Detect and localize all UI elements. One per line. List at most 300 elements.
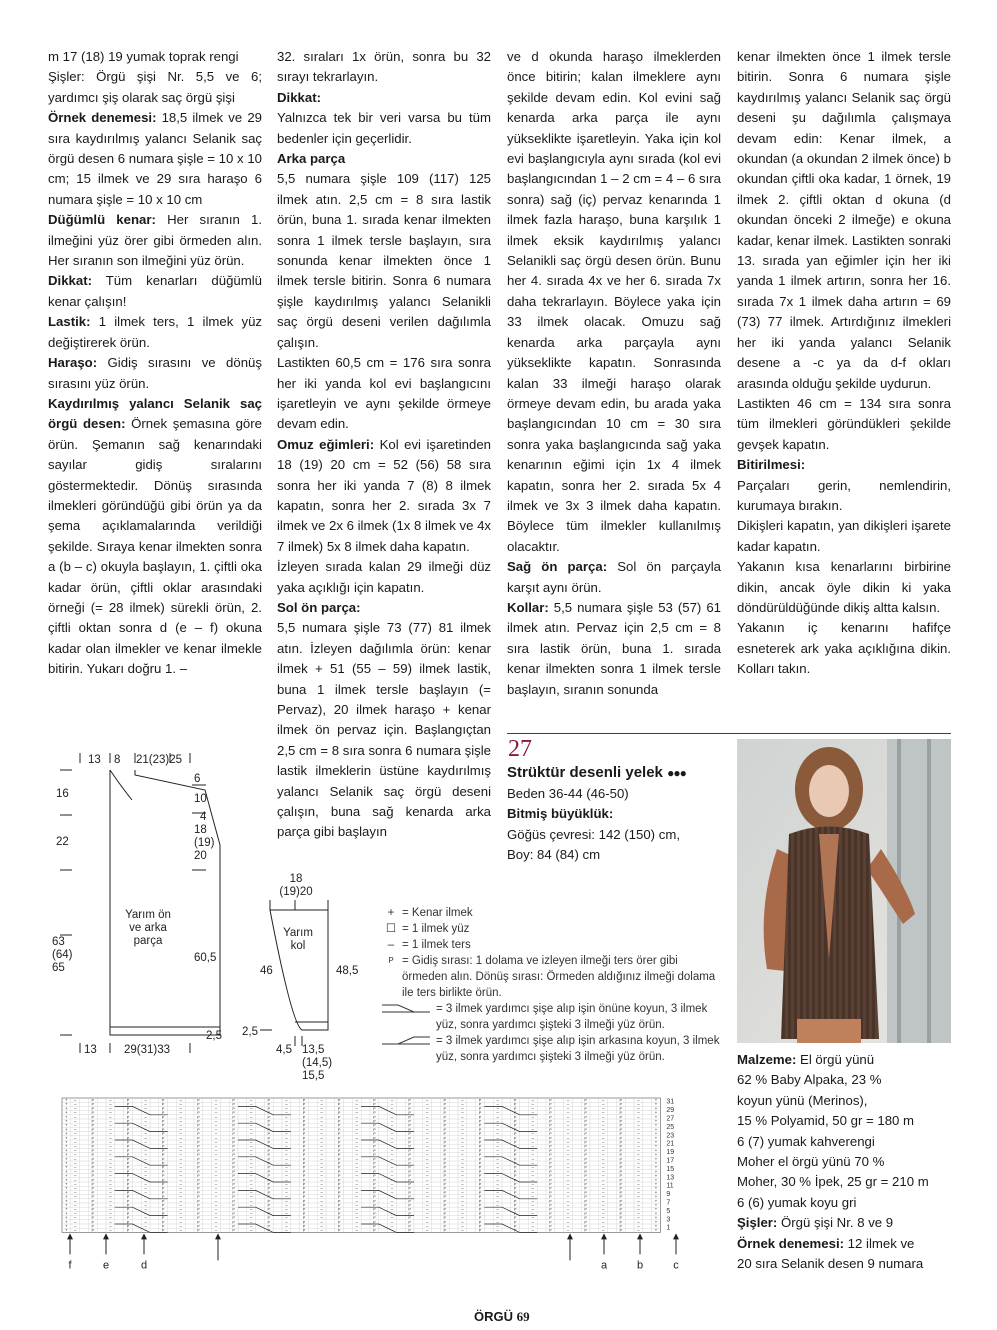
chart-cell-symbol: P xyxy=(161,1136,165,1141)
chart-cell-symbol: + xyxy=(654,1143,658,1149)
chart-cell-symbol: P xyxy=(408,1123,411,1128)
chart-cell-symbol: P xyxy=(337,1127,341,1132)
dim-right-18: 18 xyxy=(194,824,207,836)
col2-paragraph xyxy=(277,618,491,842)
chart-cell-symbol: – xyxy=(566,1152,570,1158)
chart-cell-symbol: – xyxy=(179,1210,183,1216)
legend-symbol-icon: ☐ xyxy=(385,923,397,935)
chart-cell-symbol: P xyxy=(232,1161,235,1166)
chart-cell-symbol: P xyxy=(197,1195,200,1200)
chart-cell-symbol: P xyxy=(126,1157,130,1162)
chart-cell-symbol: – xyxy=(214,1101,218,1107)
row-number: 17 xyxy=(666,1157,675,1165)
chart-cell-symbol: – xyxy=(461,1189,464,1195)
arrow-label: b xyxy=(636,1259,644,1272)
chart-cell-symbol: – xyxy=(355,1139,359,1145)
chart-cell-symbol: – xyxy=(390,1143,394,1149)
chart-cell-symbol: – xyxy=(461,1101,464,1107)
chart-cell-symbol: – xyxy=(320,1110,323,1116)
chart-cell-symbol: P xyxy=(126,1111,130,1116)
chart-cell-symbol: + xyxy=(65,1168,68,1174)
chart-cell-symbol: – xyxy=(109,1215,112,1221)
part-label: Yarım xyxy=(283,927,313,939)
chart-cell-symbol: – xyxy=(601,1122,605,1128)
chart-cell-symbol: P xyxy=(267,1119,271,1124)
chart-cell-symbol: P xyxy=(549,1224,552,1229)
dim-right-6: 6 xyxy=(194,773,201,785)
chart-cell-symbol: P xyxy=(197,1165,200,1170)
project-title xyxy=(507,764,686,781)
chart-cell-symbol: – xyxy=(496,1131,499,1137)
arrow-label: a xyxy=(600,1259,608,1272)
dim-top-21: 21(23)25 xyxy=(136,754,183,766)
chart-cell-symbol: – xyxy=(390,1189,394,1195)
chart-cell-symbol: P xyxy=(443,1115,447,1120)
paragraph-text: Lastikten 46 cm = 134 sıra sonra tüm ilmekleri göründükleri şekilde gevşek kapatın. xyxy=(737,395,951,452)
chart-cell-symbol: – xyxy=(73,1227,77,1233)
paragraph-text: 5,5 numara şişle 53 (57) 61 ilmek atın. Pervaz için 2,5 cm = 8 sıra lastik örün, buna 1. sırada kenar ilmekten sonra 1 ilmek tersle başlayın, sıranın sonunda xyxy=(507,599,721,697)
legend-text: = 3 ilmek yardımcı şişe alıp işin önüne koyun, 3 ilmek yüz, sonra yardımcı şişteki 3 ilmeği yüz örün. xyxy=(436,1003,708,1031)
chart-cell-symbol: P xyxy=(161,1127,165,1132)
chart-cell-symbol: – xyxy=(637,1185,640,1191)
col2-paragraph xyxy=(277,598,491,618)
chart-cell-symbol: – xyxy=(109,1227,112,1233)
part-label: parça xyxy=(133,935,163,947)
chart-cell-symbol: P xyxy=(197,1207,200,1212)
chart-cell-symbol: P xyxy=(126,1119,130,1124)
chart-cell-symbol: – xyxy=(214,1131,218,1137)
chart-cell-symbol: – xyxy=(531,1105,535,1111)
chart-cell-symbol: – xyxy=(566,1177,570,1183)
chart-cell-symbol: – xyxy=(73,1122,77,1128)
chart-cell-symbol: P xyxy=(478,1127,482,1132)
chart-cell-symbol: – xyxy=(461,1126,464,1132)
chart-cell-symbol: P xyxy=(373,1203,376,1208)
paragraph-text: El örgü yünü xyxy=(796,1052,875,1067)
chart-cell-symbol: + xyxy=(654,1202,658,1208)
chart-cell-symbol: – xyxy=(109,1206,112,1212)
chart-cell-symbol: P xyxy=(337,1207,341,1212)
chart-cell-symbol: – xyxy=(390,1122,394,1128)
chart-cell-symbol: P xyxy=(619,1123,623,1128)
chart-cell-symbol: – xyxy=(73,1215,77,1221)
chart-cell-symbol: P xyxy=(584,1144,587,1149)
chart-cell-symbol: P xyxy=(584,1106,587,1111)
chart-cell-symbol: P xyxy=(584,1207,587,1212)
chart-cell-symbol: P xyxy=(373,1119,376,1124)
chart-cell-symbol: P xyxy=(619,1144,623,1149)
chart-cell-symbol: P xyxy=(584,1132,587,1137)
chart-cell-symbol: – xyxy=(285,1164,288,1170)
chart-cell-symbol: P xyxy=(584,1115,587,1120)
chart-cell-symbol: – xyxy=(355,1198,359,1204)
chart-cell-symbol: P xyxy=(302,1228,306,1233)
chart-cell-symbol: P xyxy=(337,1157,341,1162)
chart-cell-symbol: – xyxy=(390,1168,394,1174)
chart-cell-symbol: – xyxy=(390,1101,394,1107)
chart-cell-symbol: – xyxy=(179,1177,183,1183)
chart-cell-symbol: – xyxy=(320,1227,323,1233)
chart-cell-symbol: – xyxy=(531,1097,535,1103)
chart-cell-symbol: – xyxy=(566,1215,570,1221)
chart-cell-symbol: – xyxy=(496,1139,499,1145)
chart-cell-symbol: – xyxy=(214,1223,218,1229)
chart-cell-symbol: – xyxy=(144,1223,147,1229)
chart-cell-symbol: P xyxy=(161,1211,165,1216)
chart-cell-symbol: P xyxy=(513,1157,517,1162)
chart-cell-symbol: – xyxy=(249,1105,253,1111)
chart-cell-symbol: – xyxy=(214,1105,218,1111)
chart-cell-symbol: P xyxy=(232,1203,235,1208)
dim-left-16: 16 xyxy=(56,788,69,800)
chart-cell-symbol: P xyxy=(126,1203,130,1208)
chart-cell-symbol: P xyxy=(91,1186,95,1191)
chart-cell-symbol: P xyxy=(584,1211,587,1216)
chart-cell-symbol: – xyxy=(461,1227,464,1233)
chart-cell-symbol: P xyxy=(267,1182,271,1187)
chart-cell-symbol: – xyxy=(566,1223,570,1229)
chart-cell-symbol: – xyxy=(496,1185,499,1191)
chart-cell-symbol: – xyxy=(285,1227,288,1233)
chart-cell-symbol: P xyxy=(126,1211,130,1216)
chart-cell-symbol: P xyxy=(443,1216,447,1221)
col4-paragraph xyxy=(737,557,951,618)
column-1 xyxy=(48,47,262,680)
chart-cell-symbol: P xyxy=(161,1132,165,1137)
paragraph-text: Kol evi işaretinden 18 (19) 20 cm = 52 (56) 58 sıra sonra her iki yanda 7 (8) 8 ilmek kapatın, sonra her 2. sırada 3x 7 ilmek ve 2x 6 ilmek (1x 8 ilmek ve 4x 7 ilmek) 5x 8 ilmek daha kapatın. xyxy=(277,436,491,554)
chart-cell-symbol: – xyxy=(601,1227,605,1233)
chart-cell-symbol: – xyxy=(285,1181,288,1187)
chart-cell-symbol: – xyxy=(249,1156,253,1162)
chart-cell-symbol: P xyxy=(232,1178,235,1183)
chart-cell-symbol: P xyxy=(161,1203,165,1208)
chart-cell-symbol: P xyxy=(619,1157,623,1162)
chart-cell-symbol: – xyxy=(496,1202,499,1208)
materials-paragraph xyxy=(737,1050,951,1070)
dim-left-63: 65 xyxy=(52,962,65,974)
chart-cell-symbol: P xyxy=(373,1161,376,1166)
chart-cell-symbol: – xyxy=(179,1185,183,1191)
col1-paragraph xyxy=(48,271,262,312)
chart-cell-symbol: – xyxy=(637,1101,640,1107)
chart-cell-symbol: – xyxy=(531,1160,535,1166)
chart-cell-symbol: P xyxy=(513,1161,517,1166)
chart-cell-symbol: – xyxy=(531,1219,535,1225)
chart-cell-symbol: P xyxy=(337,1190,341,1195)
chart-cell-symbol: – xyxy=(73,1143,77,1149)
chart-cell-symbol: – xyxy=(249,1143,253,1149)
chart-cell-symbol: + xyxy=(65,1118,68,1124)
chart-cell-symbol: P xyxy=(478,1178,482,1183)
chart-cell-symbol: – xyxy=(249,1164,253,1170)
chart-cell-symbol: P xyxy=(408,1102,411,1107)
chart-cell-symbol: P xyxy=(337,1169,341,1174)
chart-cell-symbol: P xyxy=(478,1174,482,1179)
chart-cell-symbol: P xyxy=(408,1199,411,1204)
chart-cell-symbol: – xyxy=(109,1173,112,1179)
chart-cell-symbol: – xyxy=(566,1194,570,1200)
chart-cell-symbol: – xyxy=(285,1110,288,1116)
materials-paragraph xyxy=(737,1152,951,1172)
chart-cell-symbol: P xyxy=(408,1119,411,1124)
chart-cell-symbol: – xyxy=(425,1164,429,1170)
chart-cell-symbol: – xyxy=(425,1202,429,1208)
chart-cell-symbol: P xyxy=(478,1098,482,1103)
chart-cell-symbol: – xyxy=(285,1160,288,1166)
chart-cell-symbol: – xyxy=(601,1177,605,1183)
chart-cell-symbol: – xyxy=(214,1152,218,1158)
chart-cell-symbol: – xyxy=(214,1198,218,1204)
chart-cell-symbol: P xyxy=(302,1115,306,1120)
neck-curve xyxy=(110,770,132,800)
chart-cell-symbol: P xyxy=(549,1119,552,1124)
part-label: Yarım ön xyxy=(125,909,171,921)
chart-cell-symbol: P xyxy=(91,1220,95,1225)
paragraph-text: 6 (6) yumak koyu gri xyxy=(737,1194,857,1210)
chart-cell-symbol: – xyxy=(355,1097,359,1103)
chart-cell-symbol: P xyxy=(478,1161,482,1166)
chart-cell-symbol: – xyxy=(320,1147,323,1153)
chart-cell-symbol: P xyxy=(197,1144,200,1149)
dim-right-2-5: 2,5 xyxy=(206,1030,222,1042)
chart-cell-symbol: + xyxy=(654,1210,658,1216)
chart-cell-symbol: – xyxy=(109,1143,112,1149)
chart-cell-symbol: – xyxy=(179,1147,183,1153)
row-number: 3 xyxy=(666,1216,671,1224)
dim-bottom-13-5: 15,5 xyxy=(302,1070,325,1082)
chart-cell-symbol: – xyxy=(390,1185,394,1191)
paragraph-heading: Sağ ön parça: xyxy=(507,559,608,575)
chart-cell-symbol: – xyxy=(496,1223,499,1229)
page-footer xyxy=(474,1309,530,1325)
chart-cell-symbol: – xyxy=(214,1194,218,1200)
chart-cell-symbol: – xyxy=(531,1118,535,1124)
chart-cell-symbol: – xyxy=(285,1101,288,1107)
chart-cell-symbol: P xyxy=(302,1111,306,1116)
chart-cell-symbol: – xyxy=(425,1198,429,1204)
chart-cell-symbol: – xyxy=(73,1110,77,1116)
chart-cell-symbol: + xyxy=(654,1152,658,1158)
chart-cell-symbol: – xyxy=(320,1122,323,1128)
chart-cell-symbol: P xyxy=(302,1216,306,1221)
project-title-text: Strüktür desenli yelek xyxy=(507,764,663,781)
chart-cell-symbol: P xyxy=(513,1098,517,1103)
chart-cell-symbol: P xyxy=(619,1199,623,1204)
chart-cell-symbol: – xyxy=(320,1177,323,1183)
chart-cell-symbol: – xyxy=(496,1152,499,1158)
chart-cell-symbol: – xyxy=(566,1189,570,1195)
col1-paragraph xyxy=(48,67,262,108)
chart-cell-symbol: P xyxy=(302,1123,306,1128)
chart-cell-symbol: P xyxy=(513,1178,517,1183)
paragraph-text: Moher, 30 % İpek, 25 gr = 210 m xyxy=(737,1174,929,1190)
chart-cell-symbol: – xyxy=(637,1202,640,1208)
chart-cell-symbol: P xyxy=(408,1211,411,1216)
chart-cell-symbol: – xyxy=(601,1194,605,1200)
chart-cell-symbol: P xyxy=(373,1102,376,1107)
chart-cell-symbol: – xyxy=(285,1118,288,1124)
paragraph-text: Örgü şişi Nr. 8 ve 9 xyxy=(777,1215,894,1231)
chart-cell-symbol: P xyxy=(513,1220,517,1225)
chart-cell-symbol: P xyxy=(513,1115,517,1120)
chart-cell-symbol: P xyxy=(513,1169,517,1174)
chart-cell-symbol: – xyxy=(285,1219,288,1225)
chart-cell-symbol: P xyxy=(126,1153,130,1158)
chart-cell-symbol: – xyxy=(214,1189,218,1195)
chart-cell-symbol: P xyxy=(619,1224,623,1229)
chart-cell-symbol: – xyxy=(390,1215,394,1221)
chart-cell-symbol: – xyxy=(109,1156,112,1162)
chart-cell-symbol: – xyxy=(109,1118,112,1124)
chart-cell-symbol: P xyxy=(126,1228,130,1233)
chart-cell-symbol: – xyxy=(601,1164,605,1170)
chart-cell-symbol: P xyxy=(161,1098,165,1103)
chart-cell-symbol: – xyxy=(601,1097,605,1103)
col2-paragraph xyxy=(277,353,491,435)
chart-cell-symbol: – xyxy=(249,1135,253,1141)
chart-cell-symbol: P xyxy=(197,1140,200,1145)
chart-cell-symbol: – xyxy=(566,1147,570,1153)
dim-top: 18 xyxy=(289,873,303,885)
chart-cell-symbol: – xyxy=(566,1160,570,1166)
chart-cell-symbol: P xyxy=(232,1165,235,1170)
chart-cell-symbol: – xyxy=(425,1223,429,1229)
chart-cell-symbol: – xyxy=(355,1164,359,1170)
chart-cell-symbol: – xyxy=(249,1194,253,1200)
chart-cell-symbol: – xyxy=(144,1118,147,1124)
legend-symbol-icon: – xyxy=(387,939,395,951)
chart-cell-symbol: – xyxy=(496,1164,499,1170)
arrow-label: e xyxy=(102,1259,110,1272)
chart-cell-symbol: P xyxy=(619,1098,623,1103)
chart-cell-symbol: – xyxy=(637,1122,640,1128)
chart-cell-symbol: P xyxy=(584,1153,587,1158)
chart-cell-symbol: – xyxy=(109,1114,112,1120)
chart-cell-symbol: – xyxy=(637,1160,640,1166)
chart-cell-symbol: P xyxy=(267,1203,271,1208)
chart-cell-symbol: + xyxy=(65,1156,68,1162)
chart-cell-symbol: – xyxy=(461,1114,464,1120)
col3-paragraph xyxy=(507,47,721,557)
chart-cell-symbol: P xyxy=(337,1174,341,1179)
chart-cell-symbol: P xyxy=(584,1220,587,1225)
chart-cell-symbol: – xyxy=(109,1152,112,1158)
chart-cell-symbol: – xyxy=(144,1168,147,1174)
chart-cell-symbol: – xyxy=(461,1105,464,1111)
chart-cell-symbol: P xyxy=(373,1195,376,1200)
chart-cell-symbol: – xyxy=(179,1227,183,1233)
chart-cell-symbol: P xyxy=(267,1228,271,1233)
chart-cell-symbol: P xyxy=(302,1148,306,1153)
chart-cell-symbol: P xyxy=(619,1216,623,1221)
chart-cell-symbol: P xyxy=(337,1165,341,1170)
arrow-head-icon xyxy=(67,1233,73,1239)
chart-cell-symbol: – xyxy=(425,1114,429,1120)
chart-cell-symbol: P xyxy=(549,1115,552,1120)
chart-cell-symbol: – xyxy=(566,1122,570,1128)
chart-cell-symbol: – xyxy=(531,1164,535,1170)
chart-cell-symbol: P xyxy=(267,1216,271,1221)
chart-cell-symbol: P xyxy=(373,1165,376,1170)
chart-cell-symbol: – xyxy=(144,1101,147,1107)
chart-cell-symbol: – xyxy=(637,1206,640,1212)
arrow-label: d xyxy=(140,1259,148,1272)
chart-cell-symbol: P xyxy=(126,1144,130,1149)
chart-cell-symbol: P xyxy=(478,1140,482,1145)
chart-cell-symbol: P xyxy=(337,1115,341,1120)
chart-cell-symbol: + xyxy=(65,1185,68,1191)
chart-cell-symbol: – xyxy=(249,1118,253,1124)
chart-cell-symbol: P xyxy=(267,1174,271,1179)
chart-cell-symbol: P xyxy=(549,1123,552,1128)
chart-cell-symbol: P xyxy=(619,1111,623,1116)
materials-paragraph xyxy=(737,1193,951,1213)
chart-cell-symbol: – xyxy=(285,1147,288,1153)
chart-cell-symbol: – xyxy=(390,1194,394,1200)
chart-cell-symbol: P xyxy=(126,1102,130,1107)
chart-cell-symbol: P xyxy=(91,1153,95,1158)
chart-cell-symbol: P xyxy=(443,1178,447,1183)
chart-cell-symbol: + xyxy=(654,1177,658,1183)
chart-cell-symbol: – xyxy=(496,1168,499,1174)
chart-cell-symbol: P xyxy=(302,1207,306,1212)
dim-left-63: 63 xyxy=(52,936,65,948)
paragraph-text: Lastikten 60,5 cm = 176 sıra sonra her iki yanda kol evi başlangıcını işaretleyin ve aynı şekilde örmeye devam edin. xyxy=(277,355,491,432)
chart-cell-symbol: P xyxy=(513,1195,517,1200)
chart-cell-symbol: P xyxy=(584,1136,587,1141)
chart-cell-symbol: P xyxy=(408,1111,411,1116)
chart-cell-symbol: + xyxy=(654,1110,658,1116)
chart-cell-symbol: P xyxy=(584,1228,587,1233)
chart-cell-symbol: – xyxy=(214,1143,218,1149)
chart-cell-symbol: – xyxy=(355,1177,359,1183)
chart-cell-symbol: P xyxy=(373,1190,376,1195)
chart-cell-symbol: P xyxy=(232,1127,235,1132)
chart-cell-symbol: – xyxy=(320,1156,323,1162)
chart-cell-symbol: – xyxy=(73,1177,77,1183)
chart-cell-symbol: – xyxy=(355,1223,359,1229)
chart-cell-symbol: P xyxy=(302,1190,306,1195)
chart-cell-symbol: – xyxy=(425,1135,429,1141)
chart-cell-symbol: P xyxy=(549,1174,552,1179)
chart-cell-symbol: P xyxy=(478,1119,482,1124)
chart-cell-symbol: – xyxy=(637,1131,640,1137)
chart-cell-symbol: – xyxy=(496,1118,499,1124)
chart-cell-symbol: P xyxy=(619,1165,623,1170)
chart-cell-symbol: – xyxy=(531,1215,535,1221)
chart-cell-symbol: P xyxy=(337,1199,341,1204)
chart-cell-symbol: + xyxy=(654,1105,658,1111)
chart-cell-symbol: – xyxy=(496,1177,499,1183)
col3-paragraph xyxy=(507,598,721,700)
chart-cell-symbol: – xyxy=(214,1210,218,1216)
chart-cell-symbol: – xyxy=(355,1143,359,1149)
chart-cell-symbol: P xyxy=(549,1182,552,1187)
chart-cell-symbol: P xyxy=(91,1161,95,1166)
chart-cell-symbol: – xyxy=(496,1135,499,1141)
materials-paragraph xyxy=(737,1091,951,1111)
chart-cell-symbol: P xyxy=(584,1148,587,1153)
chart-cell-symbol: – xyxy=(637,1219,640,1225)
chart-cell-symbol: P xyxy=(443,1224,447,1229)
chart-cell-symbol: P xyxy=(478,1153,482,1158)
chart-cell-symbol: P xyxy=(373,1169,376,1174)
chart-cell-symbol: P xyxy=(302,1186,306,1191)
chart-cell-symbol: – xyxy=(320,1173,323,1179)
chart-cell-symbol: P xyxy=(478,1102,482,1107)
chart-cell-symbol: P xyxy=(197,1123,200,1128)
legend-text: = Kenar ilmek xyxy=(402,907,473,919)
